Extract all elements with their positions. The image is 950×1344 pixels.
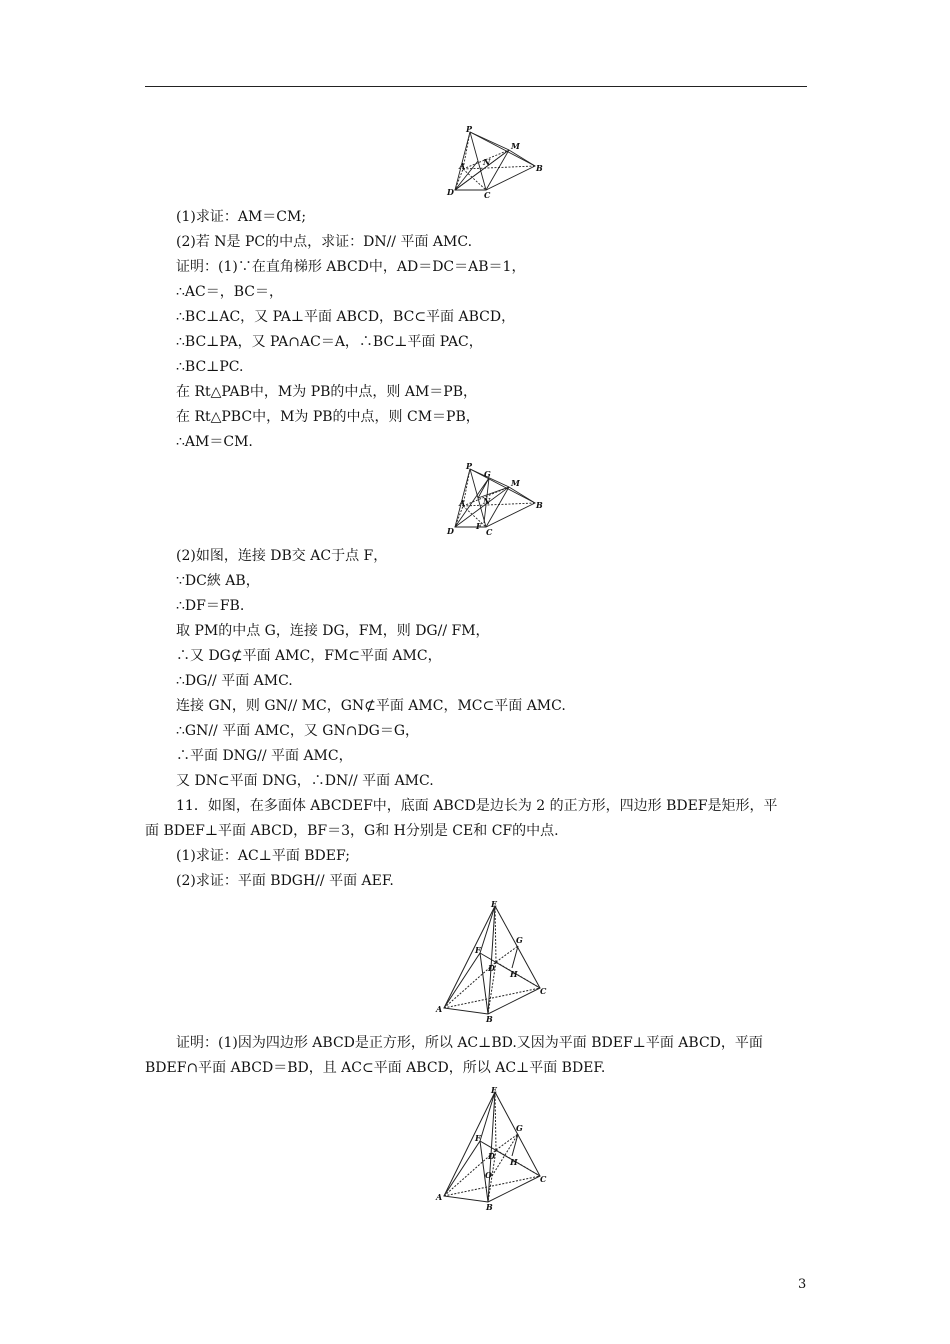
text-line-24: (2)求证：平面 BDGH// 平面 AEF. [176, 873, 394, 889]
fig4-label-o: O [485, 1170, 492, 1180]
fig2-label-n: N [483, 496, 491, 506]
text-line-8: 在 Rt△PAB中，M为 PB的中点，则 AM＝PB， [176, 384, 478, 400]
text-line-17: 连接 GN，则 GN// MC，GN⊄平面 AMC，MC⊂平面 AMC. [176, 698, 566, 714]
fig2-label-m: M [511, 478, 520, 488]
fig1-label-p: P [466, 124, 473, 134]
fig1-label-a: A [459, 161, 466, 171]
fig4-label-h: H [510, 1157, 518, 1167]
text-line-3: 证明：(1)∵在直角梯形 ABCD中，AD＝DC＝AB＝1， [176, 259, 526, 275]
text-line-4: ∴AC＝，BC＝， [176, 284, 283, 300]
text-line-1: (1)求证：AM＝CM; [176, 209, 307, 225]
text-line-7: ∴BC⊥PC. [176, 359, 244, 375]
fig2-label-f: F [476, 521, 482, 531]
text-line-5: ∴BC⊥AC，又 PA⊥平面 ABCD，BC⊂平面 ABCD， [176, 309, 516, 325]
figure-polyhedron-with-o [430, 1084, 554, 1212]
text-line-26: BDEF∩平面 ABCD＝BD，且 AC⊂平面 ABCD，所以 AC⊥平面 BDEF. [145, 1060, 606, 1076]
fig3-label-a: A [436, 1004, 443, 1014]
text-line-14: 取 PM的中点 G，连接 DG，FM，则 DG// FM， [176, 623, 490, 639]
text-line-20: 又 DN⊂平面 DNG，∴DN// 平面 AMC. [176, 773, 434, 789]
fig3-label-f: F [475, 945, 481, 955]
fig2-label-c: C [486, 527, 493, 537]
fig4-label-f: F [475, 1133, 481, 1143]
text-line-2: (2)若 N是 PC的中点，求证：DN// 平面 AMC. [176, 234, 473, 250]
text-line-6: ∴BC⊥PA，又 PA∩AC＝A，∴BC⊥平面 PAC， [176, 334, 483, 350]
fig3-label-d: D [488, 963, 495, 973]
fig1-label-n: N [483, 157, 491, 167]
text-line-11: (2)如图，连接 DB交 AC于点 F， [176, 548, 388, 564]
text-line-15: ∴又 DG⊄平面 AMC，FM⊂平面 AMC， [176, 648, 442, 664]
text-line-9: 在 Rt△PBC中，M为 PB的中点，则 CM＝PB， [176, 409, 480, 425]
fig2-label-b: B [536, 500, 543, 510]
fig4-label-e: E [491, 1085, 498, 1095]
fig4-label-a: A [436, 1192, 443, 1202]
fig4-label-c: C [540, 1174, 547, 1184]
text-line-25: 证明：(1)因为四边形 ABCD是正方形，所以 AC⊥BD.又因为平面 BDEF⊥平面 ABCD，平面 [176, 1035, 763, 1051]
fig3-label-g: G [516, 935, 523, 945]
text-line-16: ∴DG// 平面 AMC. [176, 673, 293, 689]
fig1-label-c: C [484, 190, 491, 200]
fig2-label-d: D [447, 526, 454, 536]
fig3-label-e: E [491, 899, 498, 909]
fig2-label-p: P [466, 461, 473, 471]
fig1-label-d: D [447, 187, 454, 197]
fig3-label-h: H [510, 969, 518, 979]
text-line-18: ∴GN// 平面 AMC，又 GN∩DG＝G， [176, 723, 420, 739]
text-line-23: (1)求证：AC⊥平面 BDEF; [176, 848, 350, 864]
figure-pyramid-pabcd [440, 124, 550, 200]
fig1-label-m: M [511, 141, 520, 151]
fig3-label-b: B [486, 1014, 493, 1022]
figure-pyramid-with-g-f [440, 461, 550, 539]
text-line-21: 11．如图，在多面体 ABCDEF中，底面 ABCD是边长为 2 的正方形，四边形 BDEF是矩形，平 [176, 798, 778, 814]
text-line-12: ∵DC綊 AB， [176, 573, 260, 589]
fig2-label-a: A [459, 498, 466, 508]
fig4-label-b: B [486, 1202, 493, 1212]
fig4-label-g: G [516, 1123, 523, 1133]
fig1-label-b: B [536, 163, 543, 173]
fig4-label-d: D [488, 1151, 495, 1161]
page-number: 3 [798, 1277, 807, 1292]
fig2-label-g: G [484, 469, 491, 479]
text-line-19: ∴平面 DNG// 平面 AMC， [176, 748, 353, 764]
fig3-label-c: C [540, 986, 547, 996]
text-line-13: ∴DF＝FB. [176, 598, 245, 614]
text-line-10: ∴AM＝CM. [176, 434, 253, 450]
text-line-22: 面 BDEF⊥平面 ABCD，BF＝3，G和 H分别是 CE和 CF的中点. [145, 823, 559, 839]
header-rule [145, 86, 807, 87]
figure-polyhedron-abcdef [430, 898, 554, 1022]
